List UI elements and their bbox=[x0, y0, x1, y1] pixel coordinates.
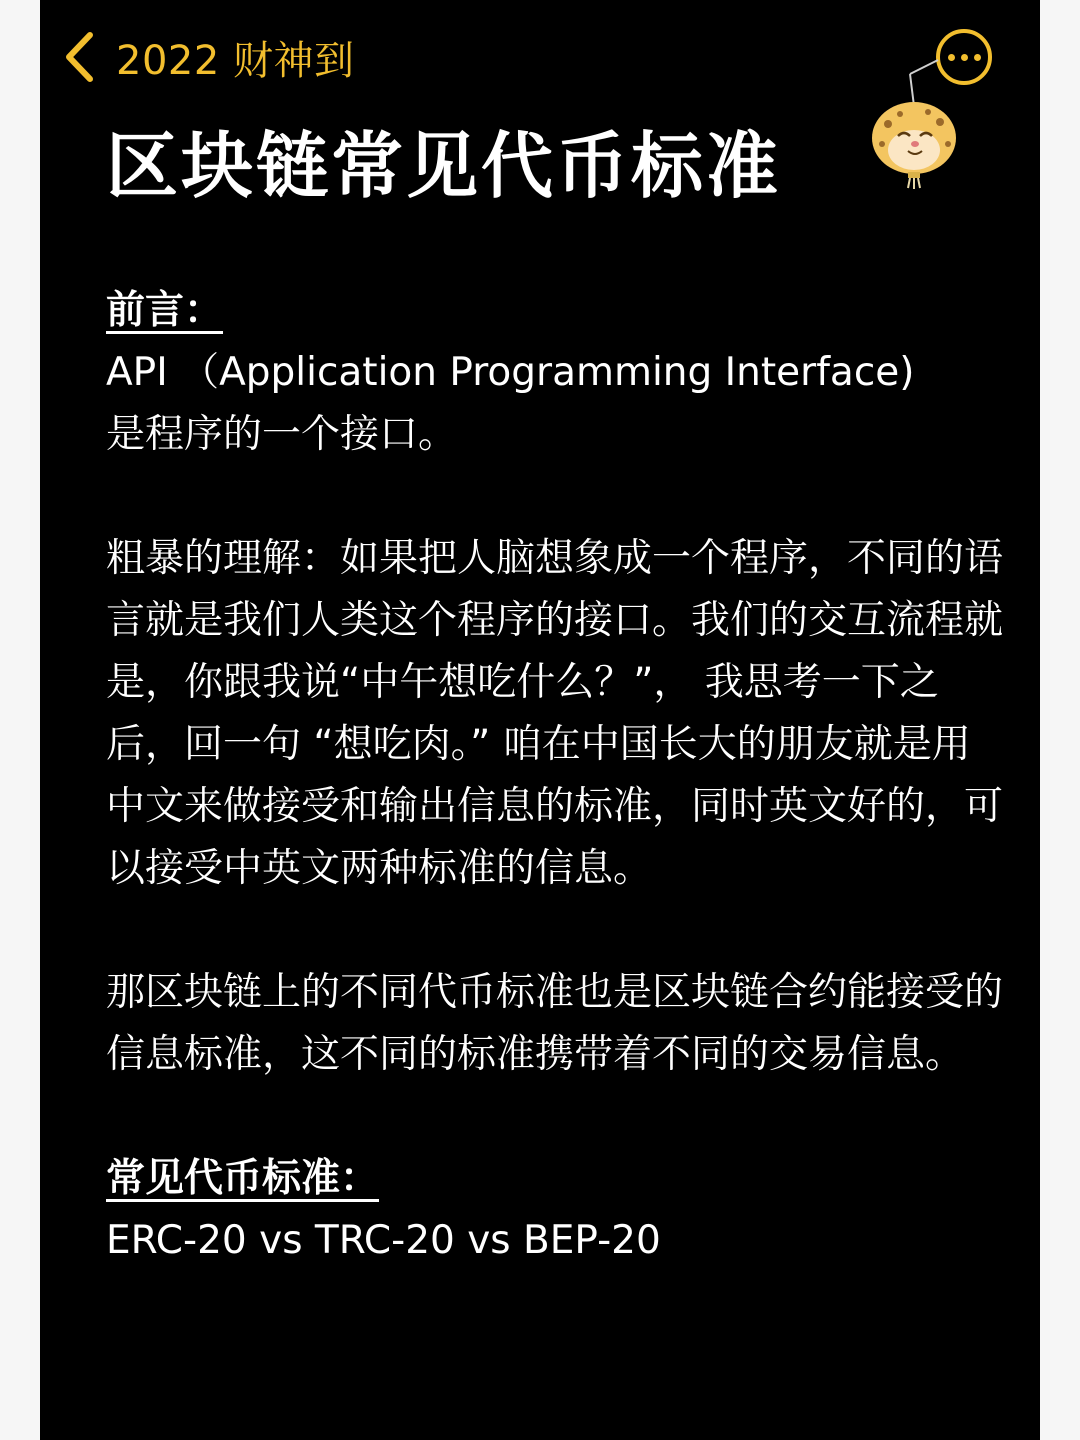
chevron-left-icon bbox=[62, 30, 96, 84]
api-definition-line-2: 是程序的一个接口。 bbox=[106, 412, 458, 457]
paragraph-gap bbox=[106, 466, 1006, 528]
preface-heading: 前言： bbox=[106, 288, 224, 333]
cat-lantern-sticker-icon bbox=[868, 58, 968, 190]
more-dot bbox=[974, 54, 981, 61]
analogy-paragraph: 粗暴的理解：如果把人脑想象成一个程序，不同的语言就是我们人类这个程序的接口。我们的交互流程就是，你跟我说“中午想吃什么？”， 我思考一下之后，回一句 “想吃肉。” 咱在中国长大的朋友就是用中文来做接受和输出信息的标准，同时英文好的，可以接受中英文两种标准的信息。 bbox=[106, 536, 1004, 891]
back-label: 2022 财神到 bbox=[116, 37, 355, 84]
note-body bbox=[106, 280, 1006, 1272]
api-definition-line-1: API （Application Programming Interface) bbox=[106, 350, 915, 395]
standards-line: ERC-20 vs TRC-20 vs BEP-20 bbox=[106, 1218, 661, 1263]
standards-heading: 常见代币标准： bbox=[106, 1156, 380, 1201]
back-button[interactable] bbox=[62, 28, 355, 86]
paragraph-gap bbox=[106, 900, 1006, 962]
paragraph-gap bbox=[106, 1086, 1006, 1148]
page-title: 区块链常见代币标准 bbox=[106, 124, 782, 208]
note-screen bbox=[40, 0, 1040, 1440]
blockchain-paragraph: 那区块链上的不同代币标准也是区块链合约能接受的信息标准，这不同的标准携带着不同的交易信息。 bbox=[106, 970, 1004, 1077]
